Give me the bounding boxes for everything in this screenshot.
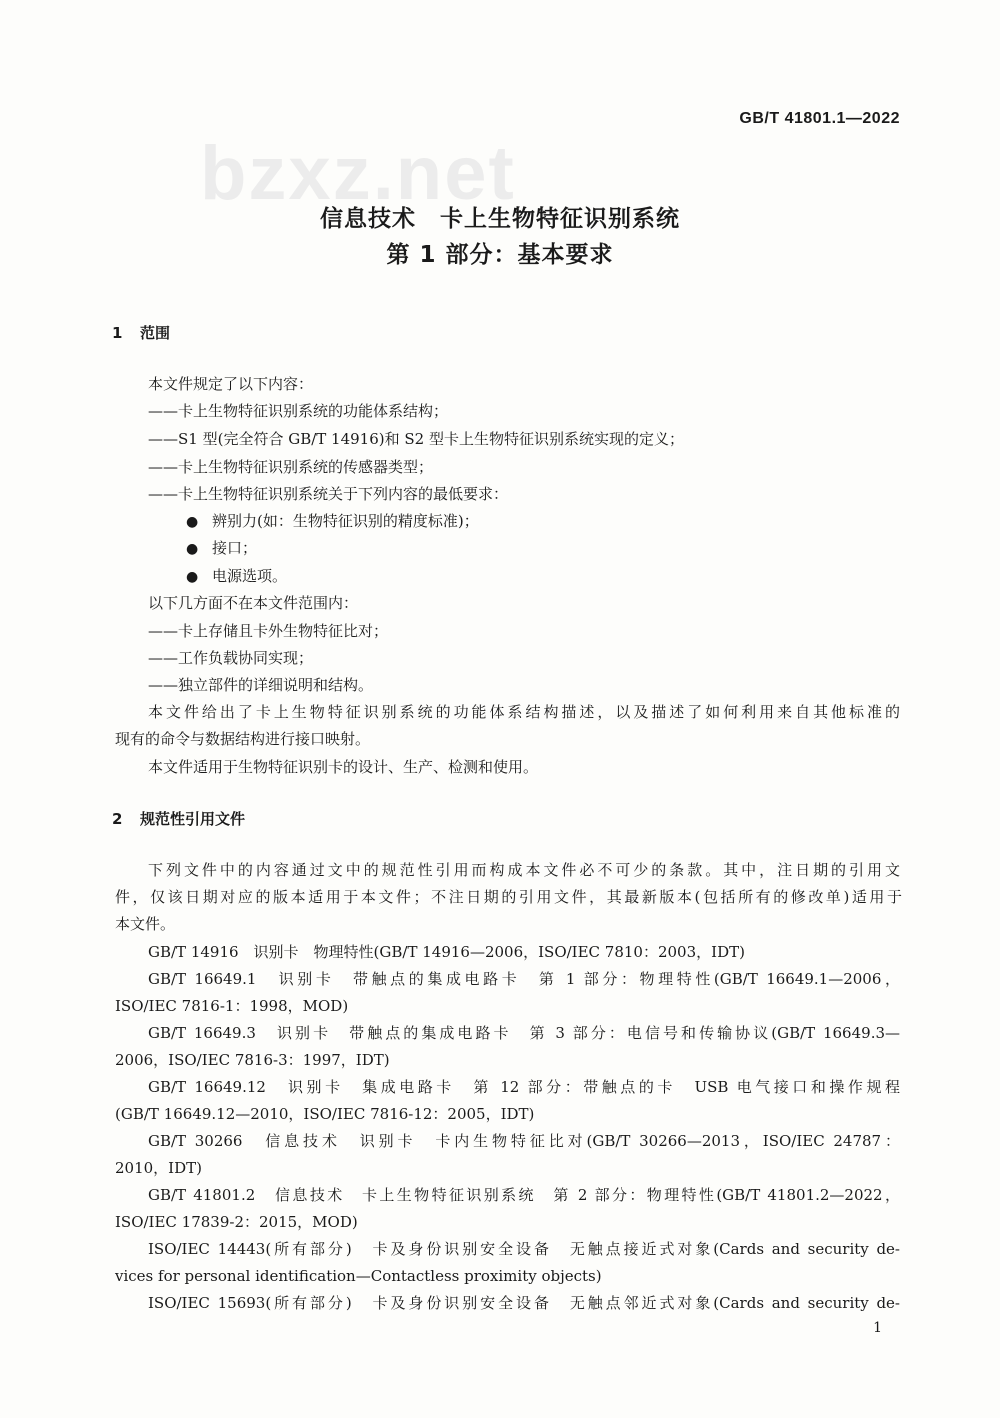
- reference-entry: ISO/IEC 14443(所有部分) 卡及身份识别安全设备 无触点接近式对象(Cards and security de-: [148, 1240, 900, 1258]
- reference-entry-cont: 2006，ISO/IEC 7816-3：1997，IDT): [115, 1051, 390, 1069]
- reference-entry: GB/T 16649.1 识别卡 带触点的集成电路卡 第 1 部分：物理特性(GB/T 16649.1—2006，: [148, 970, 900, 988]
- scope-paragraph-cont: 现有的命令与数据结构进行接口映射。: [115, 730, 371, 748]
- scope-line: ——独立部件的详细说明和结构。: [148, 676, 374, 694]
- scope-line: ——工作负载协同实现；: [148, 649, 314, 667]
- scope-paragraph: 本文件给出了卡上生物特征识别系统的功能体系结构描述，以及描述了如何利用来自其他标准的: [148, 703, 900, 721]
- refs-intro: 件，仅该日期对应的版本适用于本文件；不注日期的引用文件，其最新版本(包括所有的修改单)适用于: [115, 888, 902, 906]
- reference-entry: GB/T 16649.12 识别卡 集成电路卡 第 12 部分：带触点的卡 USB 电气接口和操作规程: [148, 1078, 900, 1096]
- watermark: bzxz.net: [200, 131, 516, 216]
- refs-intro: 下列文件中的内容通过文中的规范性引用而构成本文件必不可少的条款。其中，注日期的引用文: [148, 861, 900, 879]
- reference-entry-cont: (GB/T 16649.12—2010，ISO/IEC 7816-12：2005，IDT): [115, 1105, 535, 1123]
- document-title-line1: 信息技术 卡上生物特征识别系统: [320, 206, 680, 232]
- section-heading-scope: [112, 322, 170, 343]
- section-title: 规范性引用文件: [140, 810, 246, 828]
- standard-code: GB/T 41801.1—2022: [739, 110, 900, 127]
- reference-entry: GB/T 16649.3 识别卡 带触点的集成电路卡 第 3 部分：电信号和传输协议(GB/T 16649.3—: [148, 1024, 900, 1042]
- bullet-icon: ●: [186, 569, 199, 585]
- section-title: 范围: [140, 324, 171, 342]
- section-number: 1: [112, 324, 123, 342]
- scope-line: ——卡上存储且卡外生物特征比对；: [148, 622, 389, 640]
- bullet-icon: ●: [186, 541, 199, 557]
- scope-line: 以下几方面不在本文件范围内：: [148, 594, 359, 612]
- scope-line: ——卡上生物特征识别系统的传感器类型；: [148, 458, 434, 476]
- page-number: 1: [873, 1320, 882, 1336]
- scope-line: ——卡上生物特征识别系统关于下列内容的最低要求：: [148, 485, 509, 503]
- reference-entry: GB/T 30266 信息技术 识别卡 卡内生物特征比对(GB/T 30266—2013，ISO/IEC 24787：: [148, 1132, 900, 1150]
- scope-paragraph: 本文件适用于生物特征识别卡的设计、生产、检测和使用。: [148, 758, 539, 776]
- section-number: 2: [112, 810, 123, 828]
- scope-line: ——S1 型(完全符合 GB/T 14916)和 S2 型卡上生物特征识别系统实现的定义；: [148, 430, 684, 448]
- reference-entry-cont: 2010，IDT): [115, 1159, 202, 1177]
- refs-intro: 本文件。: [115, 915, 176, 933]
- reference-entry: GB/T 41801.2 信息技术 卡上生物特征识别系统 第 2 部分：物理特性(GB/T 41801.2—2022，: [148, 1186, 900, 1204]
- reference-entry: GB/T 14916 识别卡 物理特性(GB/T 14916—2006，ISO/IEC 7810：2003，IDT): [148, 943, 745, 961]
- reference-entry-cont: ISO/IEC 7816-1：1998，MOD): [115, 997, 349, 1015]
- reference-entry-cont: ISO/IEC 17839-2：2015，MOD): [115, 1213, 358, 1231]
- list-item: ● 辨别力(如：生物特征识别的精度标准)；: [186, 512, 479, 530]
- scope-line: ——卡上生物特征识别系统的功能体系结构；: [148, 402, 449, 420]
- scope-line: 本文件规定了以下内容：: [148, 375, 314, 393]
- list-item: ● 接口；: [186, 539, 258, 557]
- section-heading-normative-references: [112, 808, 245, 829]
- reference-entry: ISO/IEC 15693(所有部分) 卡及身份识别安全设备 无触点邻近式对象(Cards and security de-: [148, 1294, 900, 1312]
- list-item: ● 电源选项。: [186, 567, 288, 585]
- bullet-icon: ●: [186, 514, 199, 530]
- reference-entry-cont: vices for personal identification—Contactless proximity objects): [115, 1267, 602, 1285]
- document-title-line2: 第 1 部分：基本要求: [386, 242, 614, 268]
